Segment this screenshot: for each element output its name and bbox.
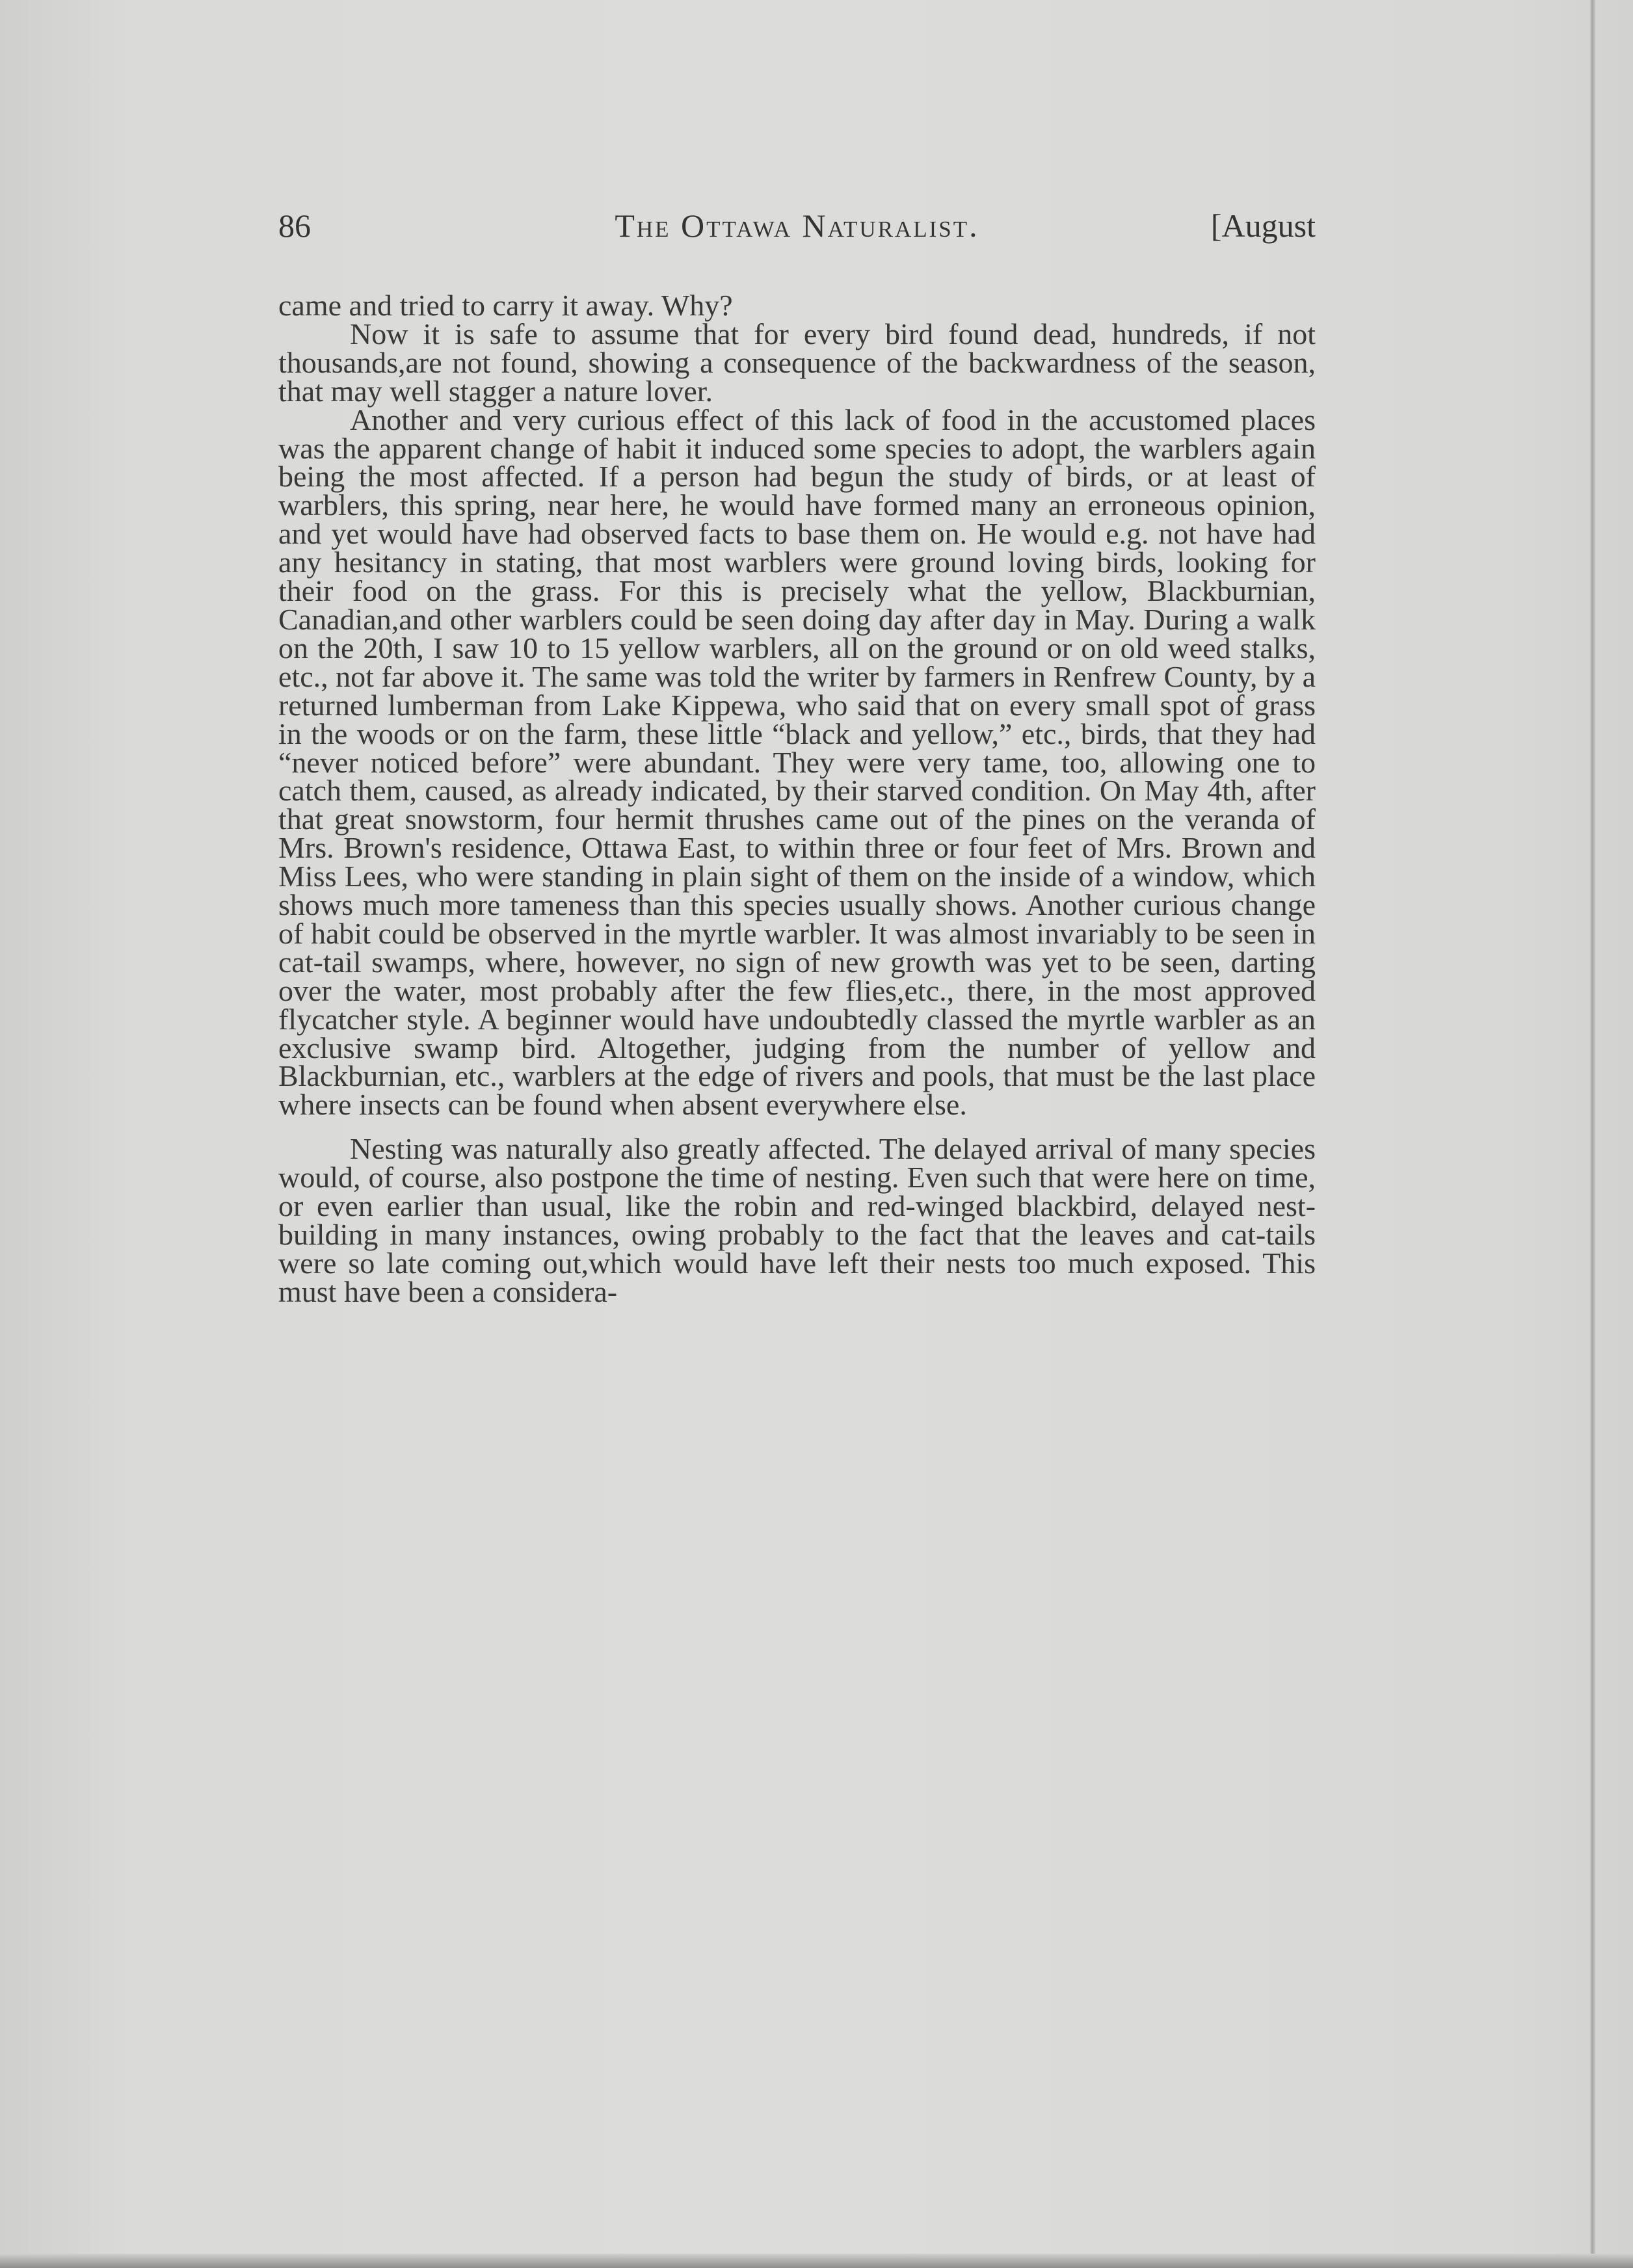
page-number: 86	[278, 207, 311, 244]
journal-title: The Ottawa Naturalist.	[615, 207, 979, 244]
page-bottom-shadow	[0, 2254, 1633, 2268]
running-head	[278, 207, 1316, 252]
paragraph: Another and very curious effect of this lack of food in the accustomed places was the apparent change of habit it induced some species to adopt, the warblers again being the most affected. If a person had begun the study of birds, or at least of warblers, this spring, near here, he would have formed many an erroneous opinion, and yet would have had observed facts to base them on. He would e.g. not have had any hesitancy in stating, that most warblers were ground loving birds, looking for their food on the grass. For this is precisely what the yellow, Blackburnian, Canadian,and other warblers could be seen doing day after day in May. During a walk on the 20th, I saw 10 to 15 yellow warblers, all on the ground or on old weed stalks, etc., not far above it. The same was told the writer by farmers in Renfrew County, by a returned lumberman from Lake Kippewa, who said that on every small spot of grass in the woods or on the farm, these little “black and yellow,” etc., birds, that they had “never noticed before” were abundant. They were very tame, too, allowing one to catch them, caused, as already indicated, by their starved condition. On May 4th, after that great snowstorm, four hermit thrushes came out of the pines on the veranda of Mrs. Brown's residence, Ottawa East, to within three or four feet of Mrs. Brown and Miss Lees, who were standing in plain sight of them on the inside of a window, which shows much more tameness than this species usually shows. Another curious change of habit could be observed in the myrtle warbler. It was almost invariably to be seen in cat-tail swamps, where, however, no sign of new growth was yet to be seen, darting over the water, most probably after the few flies,etc., there, in the most approved flycatcher style. A beginner would have undoubtedly classed the myrtle warbler as an exclusive swamp bird. Altogether, judging from the number of yellow and Blackburnian, etc., warblers at the edge of rivers and pools, that must be the last place where insects can be found when absent everywhere else.	[278, 402, 1316, 1122]
paragraph-continued: came and tried to carry it away. Why?	[278, 289, 733, 322]
paragraph: Now it is safe to assume that for every bird found dead, hundreds, if not thousands,are not found, showing a consequence of the backwardness of the season, that may well stagger a nature lover.	[278, 317, 1316, 408]
issue-month: [August	[1210, 207, 1316, 244]
page-edge-shadow	[1590, 0, 1595, 2268]
paragraph: Nesting was naturally also greatly affected. The delayed arrival of many species would, of course, also postpone the time of nesting. Even such that were here on time, or even earlier than usual, like the robin and red-winged blackbird, delayed nest-building in many instances, owing probably to the fact that the leaves and cat-tails were so late coming out,which would have left their nests too much exposed. This must have been a considera-	[278, 1132, 1316, 1308]
article-body	[278, 291, 1316, 1306]
